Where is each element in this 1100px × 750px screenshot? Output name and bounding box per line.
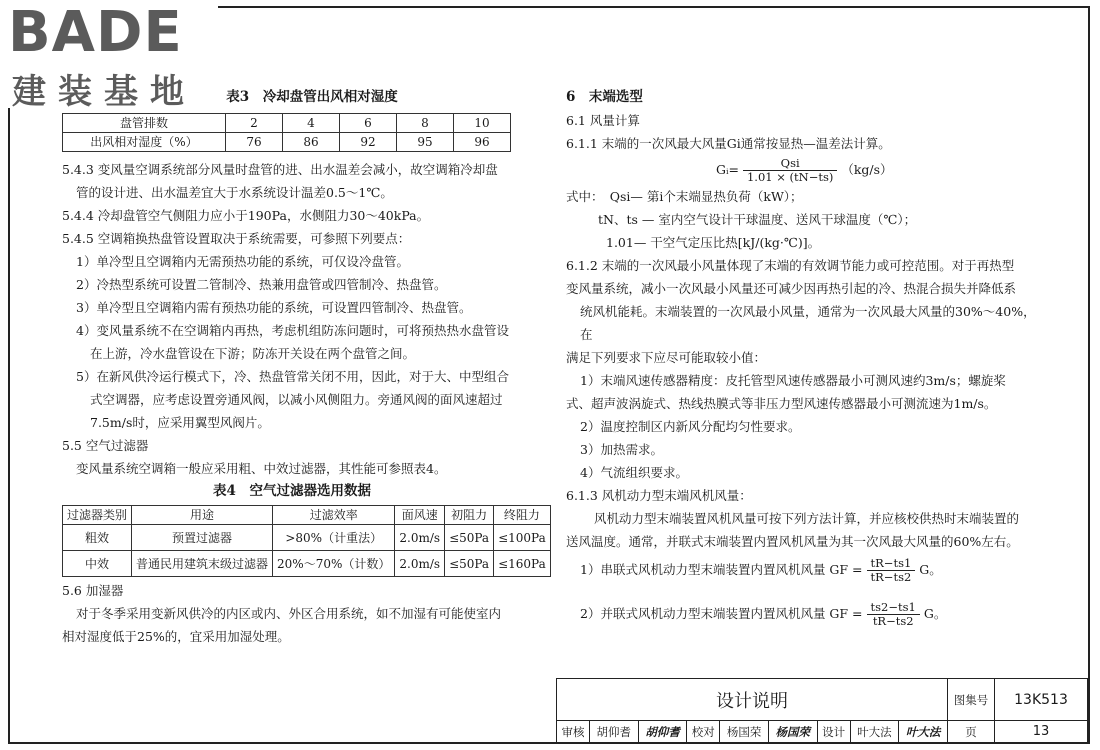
formula-tail: G。 <box>923 606 947 621</box>
left-column <box>62 86 546 648</box>
table-cell: ≤100Pa <box>494 525 551 551</box>
table4 <box>62 505 551 577</box>
paragraph: 在 <box>580 327 593 342</box>
table-cell: 4 <box>283 114 340 133</box>
section-heading: 6 末端选型 <box>566 89 643 105</box>
section-heading: 5.6 加湿器 <box>62 583 124 598</box>
table-cell: 中效 <box>63 551 132 577</box>
paragraph: 5.4.3 变风量空调系统部分风量时盘管的进、出水温差会减小，故空调箱冷却盘 <box>62 162 498 177</box>
design-label: 设计 <box>817 721 850 743</box>
paragraph: 5.4.4 冷却盘管空气侧阻力应小于190Pa，水侧阻力30～40kPa。 <box>62 208 430 223</box>
logo-text: BADE <box>8 0 183 65</box>
paragraph: 相对湿度低于25%的，宜采用加湿处理。 <box>62 629 290 644</box>
paragraph: 6.1.2 末端的一次风最小风量体现了末端的有效调节能力或可控范围。对于再热型 <box>566 258 1015 273</box>
table-cell: 初阻力 <box>445 506 494 525</box>
table-cell: 95 <box>397 133 454 152</box>
page-label: 页 <box>948 721 995 743</box>
paragraph: 5.4.5 空调箱换热盘管设置取决于系统需要，可参照下列要点： <box>62 231 411 246</box>
table-cell: 2.0m/s <box>395 525 445 551</box>
formula-fraction <box>743 157 837 184</box>
table-row <box>63 525 551 551</box>
table-cell: 粗效 <box>63 525 132 551</box>
checker-name: 杨国荣 <box>720 721 769 743</box>
list-item: 3）加热需求。 <box>580 442 663 457</box>
table-row <box>63 506 551 525</box>
list-item: 2）温度控制区内新风分配均匀性要求。 <box>580 419 801 434</box>
formula-text: 2）并联式风机动力型末端装置内置风机风量 GF = <box>580 606 863 621</box>
list-item: 1）单冷型且空调箱内无需预热功能的系统，可仅设冷盘管。 <box>76 254 409 269</box>
paragraph: 变风量系统空调箱一般应采用粗、中效过滤器，其性能可参照表4。 <box>76 461 447 476</box>
formula-tail: G。 <box>919 562 942 577</box>
paragraph: 风机动力型末端装置风机风量可按下列方法计算，并应核校供热时末端装置的 <box>594 511 1020 526</box>
formula-numerator: ts2−ts1 <box>867 601 920 615</box>
table-cell: 10 <box>454 114 511 133</box>
table-cell: >80%（计重法） <box>273 525 395 551</box>
right-column <box>566 86 1046 631</box>
list-item: 4）气流组织要求。 <box>580 465 688 480</box>
formula-numerator: Qsi <box>743 157 837 171</box>
table-cell: 6 <box>340 114 397 133</box>
designer-signature: 叶大法 <box>899 721 948 743</box>
paragraph: 6.1.3 风机动力型末端风机风量： <box>566 488 752 503</box>
table-row <box>63 133 511 152</box>
reviewer-signature: 胡仰耆 <box>638 721 687 743</box>
table-cell: 普通民用建筑末级过滤器 <box>132 551 273 577</box>
table-cell: 终阻力 <box>494 506 551 525</box>
logo-subtext: 建装基地 <box>12 72 196 112</box>
check-label: 校对 <box>687 721 720 743</box>
formula-fraction <box>867 601 920 628</box>
paragraph: 1.01— 干空气定压比热[kJ/(kg·℃)]。 <box>606 235 821 250</box>
section-heading: 5.5 空气过滤器 <box>62 438 149 453</box>
formula-numerator: tR−ts1 <box>867 557 916 571</box>
table3-title: 表3 冷却盘管出风相对湿度 <box>226 89 398 105</box>
list-item: 7.5m/s时，应采用翼型风阀片。 <box>90 415 270 430</box>
table-cell: 预置过滤器 <box>132 525 273 551</box>
formula-1 <box>566 155 1046 185</box>
formula-denominator: tR−ts2 <box>872 614 914 628</box>
table-cell: 盘管排数 <box>63 114 226 133</box>
review-label: 审核 <box>557 721 590 743</box>
table3 <box>62 113 511 152</box>
table-cell: ≤50Pa <box>445 525 494 551</box>
table-cell: 96 <box>454 133 511 152</box>
list-item: 在上游，冷水盘管设在下游；防冻开关设在两个盘管之间。 <box>90 346 416 361</box>
table-cell: ≤50Pa <box>445 551 494 577</box>
list-item: 5）在新风供冷运行模式下，冷、热盘管常关闭不用，因此，对于大、中型组合 <box>76 369 509 384</box>
formula-denominator: tR−ts2 <box>870 570 912 584</box>
paragraph: 统风机能耗。末端装置的一次风最小风量，通常为一次风最大风量的30%～40%， <box>580 304 1036 319</box>
paragraph: tN、ts — 室内空气设计干球温度、送风干球温度（℃）； <box>598 212 917 227</box>
table-cell: 92 <box>340 133 397 152</box>
table-cell: 2 <box>226 114 283 133</box>
formula-denominator: 1.01 × (tN−ts) <box>746 170 834 184</box>
drawing-title: 设计说明 <box>557 679 948 721</box>
table-cell: 面风速 <box>395 506 445 525</box>
paragraph: 满足下列要求下应尽可能取较小值： <box>566 350 767 365</box>
formula-2 <box>566 553 1046 587</box>
paragraph: 6.1.1 末端的一次风最大风量Gi通常按显热—温差法计算。 <box>566 136 891 151</box>
reviewer-name: 胡仰耆 <box>589 721 638 743</box>
table-cell: 8 <box>397 114 454 133</box>
atlas-label: 图集号 <box>948 679 995 721</box>
table-cell: 用途 <box>132 506 273 525</box>
paragraph: 送风温度。通常，并联式末端装置内置风机风量为其一次风最大风量的60%左右。 <box>566 534 1019 549</box>
table-cell: 20%～70%（计数） <box>273 551 395 577</box>
list-item: 1）末端风速传感器精度：皮托管型风速传感器最小可测风速约3m/s；螺旋桨 <box>580 373 1006 388</box>
section-heading: 6.1 风量计算 <box>566 113 640 128</box>
paragraph: 管的设计进、出水温差宜大于水系统设计温差0.5～1℃。 <box>76 185 393 200</box>
table-cell: 过滤器类别 <box>63 506 132 525</box>
table-cell: 出风相对湿度（%） <box>63 133 226 152</box>
table-row <box>63 114 511 133</box>
formula-text: 1）串联式风机动力型末端装置内置风机风量 GF = <box>580 562 863 577</box>
designer-name: 叶大法 <box>850 721 899 743</box>
table-cell: 86 <box>283 133 340 152</box>
formula-3 <box>566 597 1046 631</box>
paragraph: 式中： Qsi— 第i个末端显热负荷（kW）； <box>566 189 803 204</box>
table-cell: 76 <box>226 133 283 152</box>
paragraph: 对于冬季采用变新风供冷的内区或内、外区合用系统，如不加湿有可能使室内 <box>76 606 502 621</box>
table-cell: 过滤效率 <box>273 506 395 525</box>
atlas-number: 13K513 <box>995 679 1088 721</box>
list-item: 3）单冷型且空调箱内需有预热功能的系统，可设置四管制冷、热盘管。 <box>76 300 472 315</box>
paragraph: 变风量系统，减小一次风最小风量还可减少因再热引起的冷、热混合损失并降低系 <box>566 281 1017 296</box>
table-cell: 2.0m/s <box>395 551 445 577</box>
list-item: 式、超声波涡旋式、热线热膜式等非压力型风速传感器最小可测流速为1m/s。 <box>566 396 997 411</box>
formula-unit: （kg/s） <box>841 162 893 177</box>
table-cell: ≤160Pa <box>494 551 551 577</box>
checker-signature: 杨国荣 <box>768 721 817 743</box>
list-item: 4）变风量系统不在空调箱内再热，考虑机组防冻问题时，可将预热热水盘管设 <box>76 323 509 338</box>
table-row <box>63 551 551 577</box>
formula-fraction <box>867 557 916 584</box>
page-number: 13 <box>995 721 1088 743</box>
list-item: 2）冷热型系统可设置二管制冷、热兼用盘管或四管制冷、热盘管。 <box>76 277 447 292</box>
table4-title: 表4 空气过滤器选用数据 <box>213 483 371 499</box>
list-item: 式空调器，应考虑设置旁通风阀，以减小风侧阻力。旁通风阀的面风速超过 <box>90 392 503 407</box>
formula-lhs: Gᵢ= <box>716 162 739 177</box>
title-block <box>556 678 1088 742</box>
